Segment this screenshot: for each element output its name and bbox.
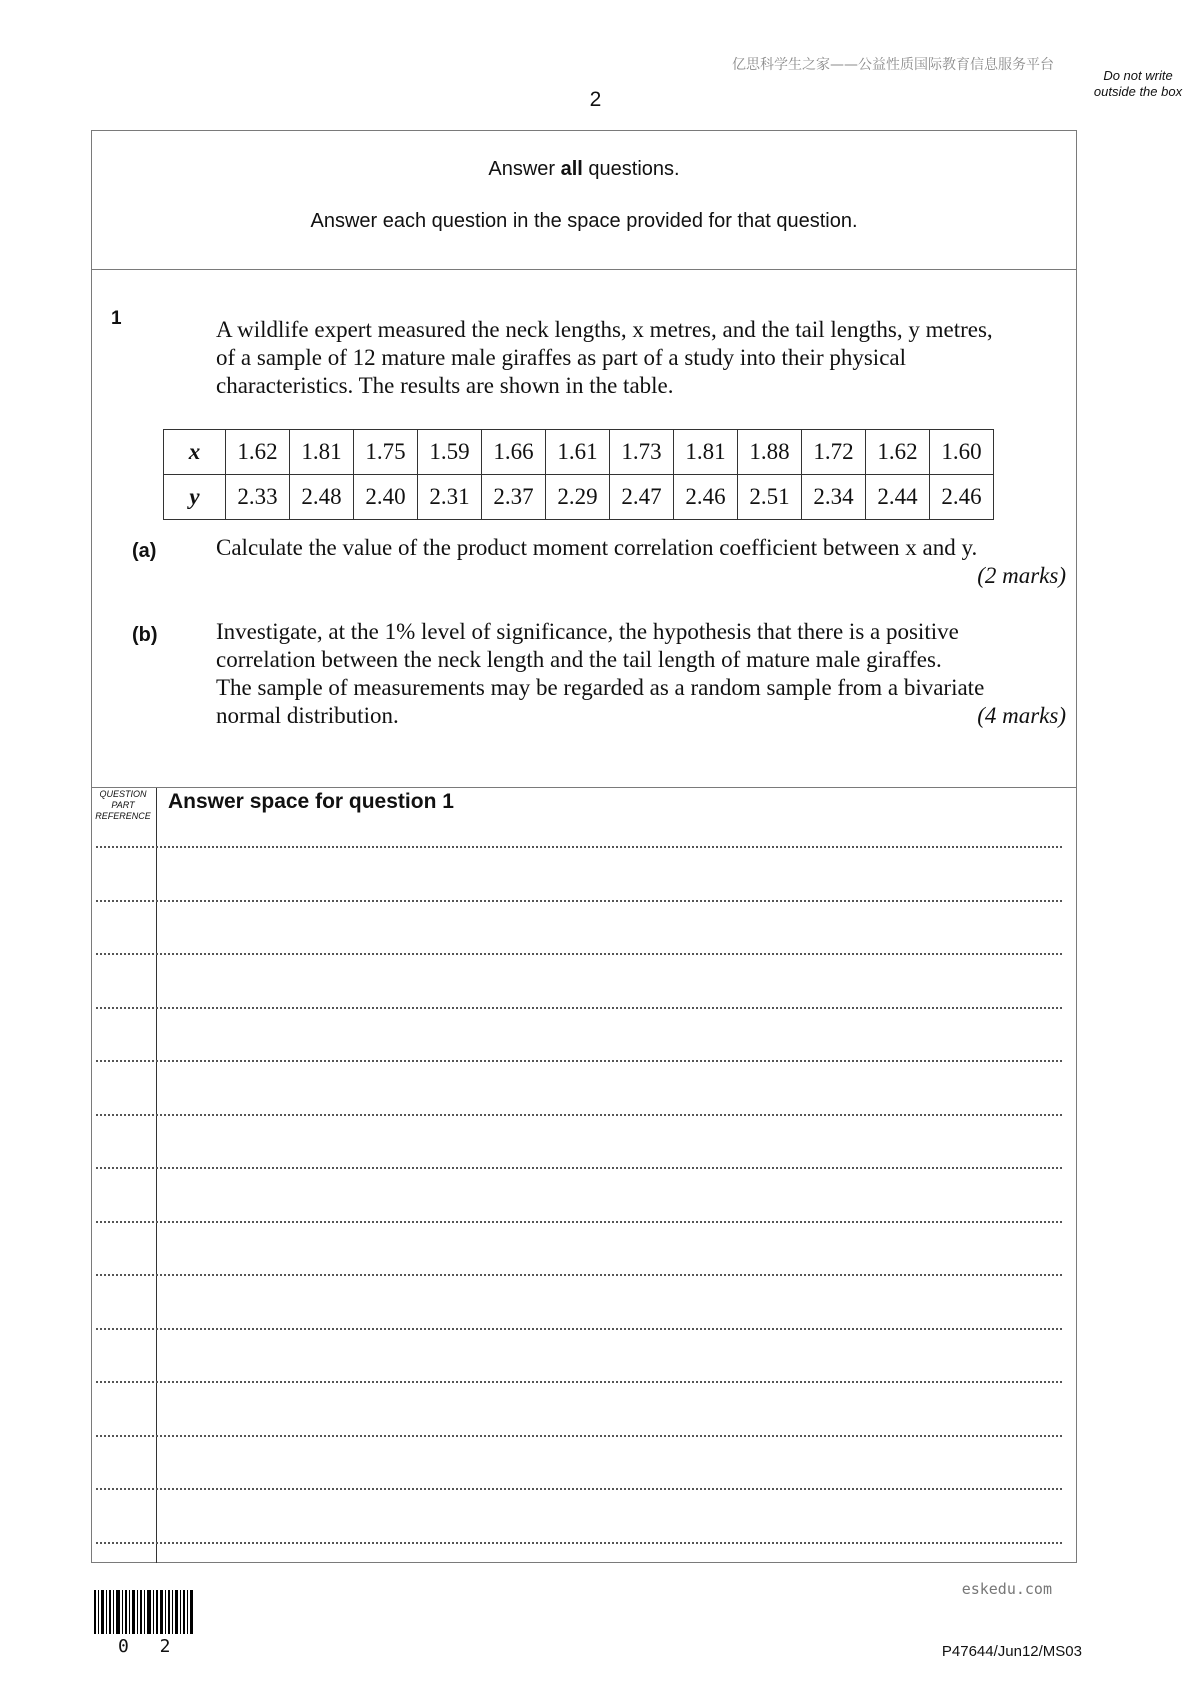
data-table bbox=[163, 429, 994, 520]
reference-column-divider bbox=[156, 788, 157, 1563]
part-b-marks: (4 marks) bbox=[977, 703, 1066, 728]
x-value-cell: 1.81 bbox=[674, 430, 738, 475]
y-value-cell: 2.46 bbox=[674, 475, 738, 520]
y-value-cell: 2.34 bbox=[802, 475, 866, 520]
part-b-line-4: normal distribution. bbox=[216, 703, 399, 728]
instruction-line-1: Answer all questions. bbox=[488, 158, 680, 180]
answer-line[interactable] bbox=[96, 900, 1062, 902]
y-value-cell: 2.48 bbox=[290, 475, 354, 520]
answer-line[interactable] bbox=[96, 1167, 1062, 1169]
part-b-label: (b) bbox=[132, 624, 158, 646]
y-value-cell: 2.37 bbox=[482, 475, 546, 520]
paper-reference: P47644/Jun12/MS03 bbox=[941, 1643, 1082, 1660]
part-b-line-3: The sample of measurements may be regarded as a random sample from a bivariate bbox=[216, 675, 985, 700]
answer-space-title: Answer space for question 1 bbox=[168, 790, 454, 813]
answer-line[interactable] bbox=[96, 1221, 1062, 1223]
x-value-cell: 1.88 bbox=[738, 430, 802, 475]
y-value-cell: 2.51 bbox=[738, 475, 802, 520]
x-value-cell: 1.60 bbox=[930, 430, 994, 475]
y-value-cell: 2.33 bbox=[226, 475, 290, 520]
x-value-cell: 1.62 bbox=[226, 430, 290, 475]
part-b-line-1: Investigate, at the 1% level of significance, the hypothesis that there is a positive bbox=[216, 619, 959, 644]
site-watermark: eskedu.com bbox=[961, 1580, 1052, 1598]
answer-line[interactable] bbox=[96, 1488, 1062, 1490]
x-value-cell: 1.62 bbox=[866, 430, 930, 475]
question-text-line-2: of a sample of 12 mature male giraffes as part of a study into their physical bbox=[216, 345, 906, 370]
divider bbox=[91, 787, 1077, 788]
question-part-reference-label: QUESTION PART REFERENCE bbox=[95, 789, 151, 821]
y-row bbox=[164, 475, 994, 520]
question-text bbox=[216, 316, 1061, 400]
answer-line[interactable] bbox=[96, 1381, 1062, 1383]
question-text-line-1: A wildlife expert measured the neck lengths, x metres, and the tail lengths, y metres, bbox=[216, 317, 993, 342]
answer-line[interactable] bbox=[96, 1435, 1062, 1437]
part-a-label: (a) bbox=[132, 540, 157, 562]
y-value-cell: 2.29 bbox=[546, 475, 610, 520]
page-number: 2 bbox=[589, 88, 602, 111]
margin-note: Do not write outside the box bbox=[1093, 68, 1183, 99]
answer-line[interactable] bbox=[96, 953, 1062, 955]
answer-line[interactable] bbox=[96, 1114, 1062, 1116]
part-b-line-2: correlation between the neck length and the tail length of mature male giraffes. bbox=[216, 647, 942, 672]
x-value-cell: 1.75 bbox=[354, 430, 418, 475]
x-value-cell: 1.81 bbox=[290, 430, 354, 475]
answer-line[interactable] bbox=[96, 1328, 1062, 1330]
x-value-cell: 1.72 bbox=[802, 430, 866, 475]
x-value-cell: 1.59 bbox=[418, 430, 482, 475]
y-value-cell: 2.40 bbox=[354, 475, 418, 520]
instruction-line-2: Answer each question in the space provided for that question. bbox=[310, 210, 858, 232]
x-value-cell: 1.66 bbox=[482, 430, 546, 475]
y-value-cell: 2.46 bbox=[930, 475, 994, 520]
barcode-number: 0 2 bbox=[118, 1636, 181, 1657]
y-row-label: y bbox=[164, 475, 226, 520]
divider bbox=[91, 269, 1077, 270]
y-value-cell: 2.44 bbox=[866, 475, 930, 520]
x-value-cell: 1.73 bbox=[610, 430, 674, 475]
answer-line[interactable] bbox=[96, 1007, 1062, 1009]
answer-line[interactable] bbox=[96, 1542, 1062, 1544]
part-a-text: Calculate the value of the product moment correlation coefficient between x and y. bbox=[216, 535, 978, 560]
x-value-cell: 1.61 bbox=[546, 430, 610, 475]
part-a-marks: (2 marks) bbox=[977, 563, 1066, 588]
y-value-cell: 2.47 bbox=[610, 475, 674, 520]
x-row-label: x bbox=[164, 430, 226, 475]
answer-line[interactable] bbox=[96, 1060, 1062, 1062]
answer-line[interactable] bbox=[96, 846, 1062, 848]
question-text-line-3: characteristics. The results are shown in the table. bbox=[216, 373, 674, 398]
question-number: 1 bbox=[111, 308, 122, 329]
y-value-cell: 2.31 bbox=[418, 475, 482, 520]
answer-line[interactable] bbox=[96, 1274, 1062, 1276]
x-row bbox=[164, 430, 994, 475]
watermark-text: 亿思科学生之家——公益性质国际教育信息服务平台 bbox=[732, 57, 1054, 73]
